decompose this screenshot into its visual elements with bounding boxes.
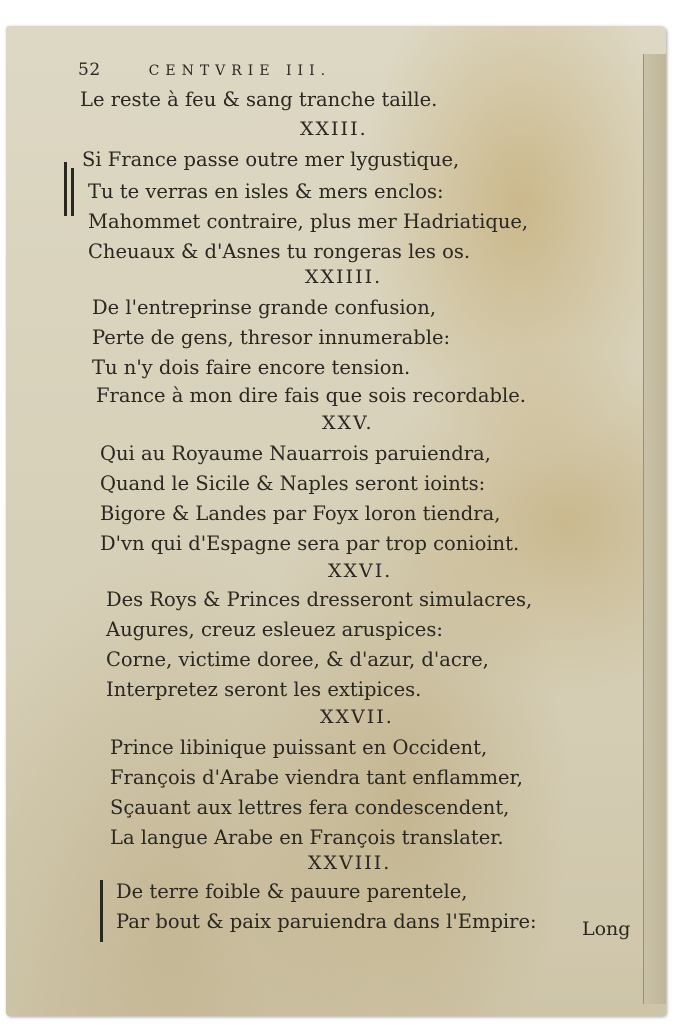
quatrain-number: XXVII. (320, 706, 394, 728)
verse-line: Prince libinique puissant en Occident, (110, 736, 488, 759)
margin-mark (71, 168, 74, 216)
running-head: CENTVRIE III. (148, 63, 332, 79)
verse-line: Tu te verras en isles & mers enclos: (88, 180, 444, 203)
verse-line: Bigore & Landes par Foyx loron tiendra, (100, 502, 501, 525)
top-line: Le reste à feu & sang tranche taille. (80, 88, 438, 111)
verse-line: Perte de gens, thresor innumerable: (92, 326, 451, 349)
margin-mark (64, 162, 67, 216)
margin-mark (100, 880, 103, 942)
verse-line: François d'Arabe viendra tant enflammer, (110, 766, 523, 789)
page-header (78, 60, 331, 80)
verse-line: D'vn qui d'Espagne sera par trop conioint. (100, 532, 520, 555)
verse-line: Mahommet contraire, plus mer Hadriatique, (88, 210, 529, 233)
verse-line: De terre foible & pauure parentele, (116, 880, 468, 903)
verse-line: Sçauant aux lettres fera condescendent, (110, 796, 510, 819)
facing-page-edge (643, 54, 666, 1004)
verse-line: De l'entreprinse grande confusion, (92, 296, 437, 319)
page-number: 52 (78, 60, 101, 80)
verse-line: Tu n'y dois faire encore tension. (92, 356, 411, 379)
verse-line: France à mon dire fais que sois recordable. (96, 384, 526, 407)
quatrain-number: XXIIII. (305, 266, 383, 288)
quatrain-number: XXV. (322, 412, 374, 434)
verse-line: Corne, victime doree, & d'azur, d'acre, (106, 648, 489, 671)
verse-line: La langue Arabe en François translater. (110, 826, 504, 849)
quatrain-number: XXVI. (328, 560, 393, 582)
verse-line: Par bout & paix paruiendra dans l'Empire: (116, 910, 537, 933)
quatrain-number: XXIII. (300, 118, 368, 140)
quatrain-number: XXVIII. (308, 852, 392, 874)
verse-line: Des Roys & Princes dresseront simulacres, (106, 588, 533, 611)
verse-line: Quand le Sicile & Naples seront ioints: (100, 472, 486, 495)
verse-line: Cheuaux & d'Asnes tu rongeras les os. (88, 240, 471, 263)
verse-line: Si France passe outre mer lygustique, (82, 148, 460, 171)
verse-line: Augures, creuz esleuez aruspices: (106, 618, 443, 641)
catchword: Long (582, 918, 631, 940)
verse-line: Qui au Royaume Nauarrois paruiendra, (100, 442, 491, 465)
verse-line: Interpretez seront les extipices. (106, 678, 422, 701)
